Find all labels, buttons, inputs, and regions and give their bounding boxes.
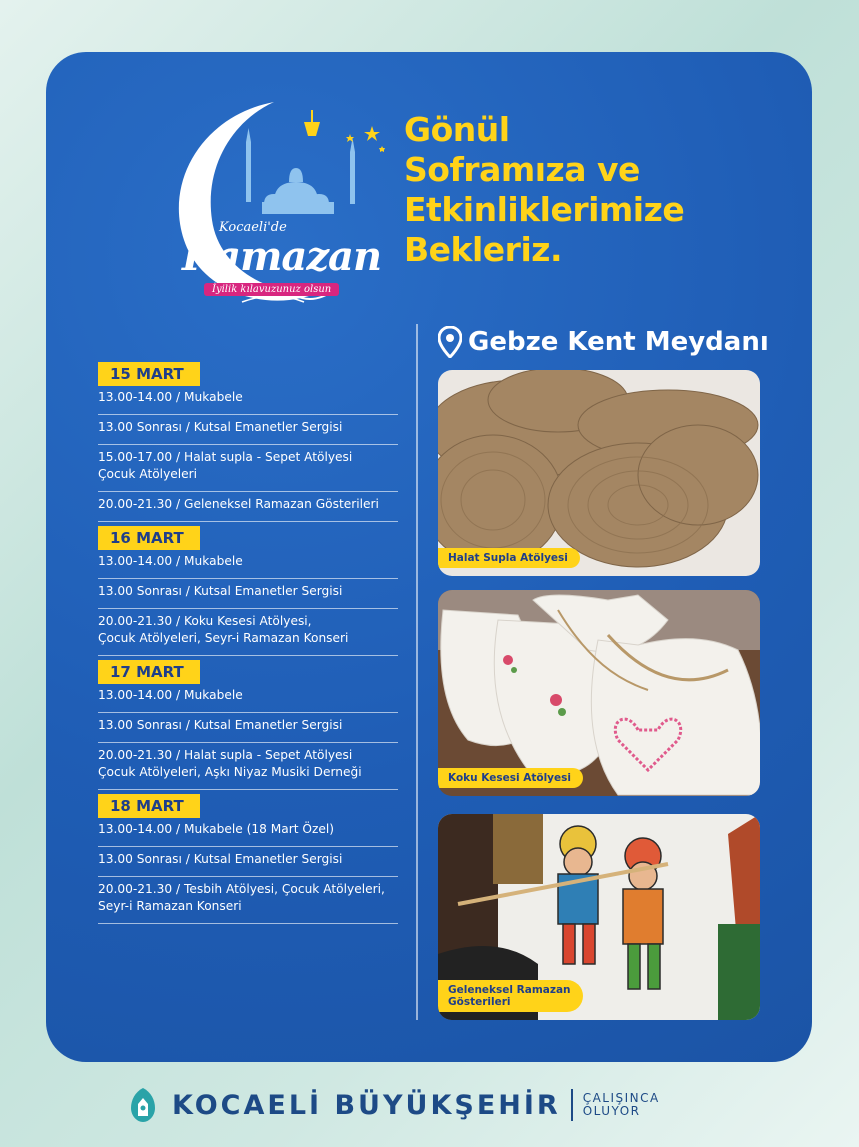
logo-title: Ramazan bbox=[182, 233, 382, 280]
date-badge: 16 MART bbox=[98, 526, 200, 550]
headline-line: Etkinliklerimize bbox=[404, 190, 685, 229]
venue bbox=[438, 324, 769, 360]
scent-bag-image bbox=[438, 590, 760, 796]
schedule-item: 13.00-14.00 / Mukabele bbox=[98, 684, 398, 713]
schedule-item: 13.00-14.00 / Mukabele bbox=[98, 550, 398, 579]
date-badge: 17 MART bbox=[98, 660, 200, 684]
schedule-item: 15.00-17.00 / Halat supla - Sepet Atölyesi Çocuk Atölyeleri bbox=[98, 445, 398, 492]
headline-line: Gönül bbox=[404, 110, 510, 149]
schedule-item: 13.00 Sonrası / Kutsal Emanetler Sergisi bbox=[98, 415, 398, 445]
headline-line: Bekleriz. bbox=[404, 230, 563, 269]
photo-halat-supla bbox=[438, 370, 760, 576]
schedule-item: 13.00 Sonrası / Kutsal Emanetler Sergisi bbox=[98, 847, 398, 877]
date-badge: 18 MART bbox=[98, 794, 200, 818]
photo-geleneksel-gosteriler bbox=[438, 814, 760, 1020]
schedule-day bbox=[98, 794, 398, 924]
schedule-day bbox=[98, 362, 398, 522]
logo-tagline: İyilik kılavuzunuz olsun bbox=[204, 283, 339, 296]
photo-koku-kesesi bbox=[438, 590, 760, 796]
location-pin-icon bbox=[438, 326, 462, 358]
schedule-item: 20.00-21.30 / Tesbih Atölyesi, Çocuk Atölyeleri, Seyr-i Ramazan Konseri bbox=[98, 877, 398, 924]
footer bbox=[128, 1083, 660, 1127]
photo-label: Koku Kesesi Atölyesi bbox=[438, 768, 583, 788]
footer-brand: KOCAELİ BÜYÜKŞEHİR bbox=[172, 1089, 561, 1121]
logo-city: Kocaeli'de bbox=[219, 220, 287, 235]
schedule-day bbox=[98, 660, 398, 790]
column-divider bbox=[416, 324, 418, 1020]
schedule-item: 20.00-21.30 / Halat supla - Sepet Atölyesi Çocuk Atölyeleri, Aşkı Niyaz Musiki Derneği bbox=[98, 743, 398, 790]
schedule bbox=[98, 358, 398, 924]
schedule-item: 13.00 Sonrası / Kutsal Emanetler Sergisi bbox=[98, 579, 398, 609]
poster-card bbox=[46, 52, 812, 1062]
schedule-item: 13.00 Sonrası / Kutsal Emanetler Sergisi bbox=[98, 713, 398, 743]
slogan-line: OLUYOR bbox=[582, 1104, 641, 1118]
photo-label: Halat Supla Atölyesi bbox=[438, 548, 580, 568]
headline bbox=[404, 110, 684, 270]
schedule-item: 13.00-14.00 / Mukabele bbox=[98, 386, 398, 415]
schedule-item: 20.00-21.30 / Geleneksel Ramazan Gösterileri bbox=[98, 492, 398, 522]
date-badge: 15 MART bbox=[98, 362, 200, 386]
headline-line: Soframıza ve bbox=[404, 150, 640, 189]
kocaeli-emblem-icon bbox=[128, 1086, 158, 1124]
slogan-line: ÇALIŞINCA bbox=[582, 1091, 660, 1105]
schedule-day bbox=[98, 526, 398, 656]
venue-name: Gebze Kent Meydanı bbox=[468, 327, 769, 357]
photo-label: Geleneksel Ramazan Gösterileri bbox=[438, 980, 583, 1012]
footer-separator bbox=[571, 1089, 573, 1121]
schedule-item: 13.00-14.00 / Mukabele (18 Mart Özel) bbox=[98, 818, 398, 847]
ramazan-logo bbox=[164, 90, 414, 310]
footer-slogan bbox=[583, 1092, 660, 1118]
rope-placemat-image bbox=[438, 370, 760, 576]
schedule-item: 20.00-21.30 / Koku Kesesi Atölyesi, Çocuk Atölyeleri, Seyr-i Ramazan Konseri bbox=[98, 609, 398, 656]
